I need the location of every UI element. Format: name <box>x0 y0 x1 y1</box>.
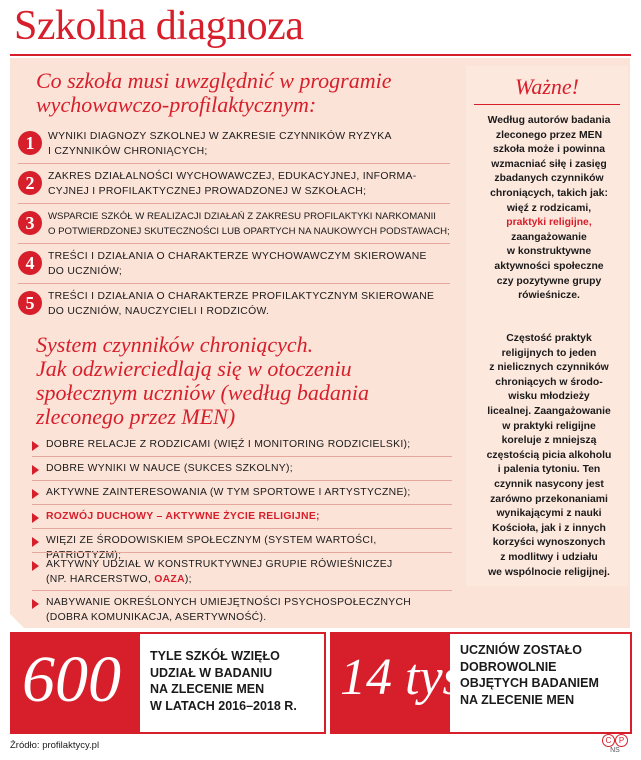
divider <box>18 203 450 204</box>
stat-line: UDZIAŁ W BADANIU <box>150 665 273 680</box>
list-item-line1: TREŚCI I DZIAŁANIA O CHARAKTERZE WYCHOWAWCZYM SKIEROWANE <box>48 251 427 262</box>
stat-line: NA ZLECENIE MEN <box>150 682 265 696</box>
sidebar-line: w konstruktywne <box>506 246 592 258</box>
sidebar-line: korzyści wynoszonych <box>492 537 606 549</box>
sidebar-important <box>466 66 628 586</box>
sidebar-line: z modlitwy i udziału <box>500 551 598 563</box>
stat-line: NA ZLECENIE MEN <box>460 692 575 707</box>
sidebar-line: częstością picia alkoholu <box>486 449 612 461</box>
sidebar-line: rówieśnicze. <box>518 290 580 302</box>
item-number-4: 4 <box>18 251 42 275</box>
panel-corner <box>10 614 24 628</box>
list-item-text: ); <box>184 574 192 585</box>
sidebar-line: chroniących, takich jak: <box>490 187 608 199</box>
divider <box>18 163 450 164</box>
page-title: Szkolna diagnoza <box>14 3 304 49</box>
list-item-line2: I CZYNNIKÓW CHRONIĄCYCH; <box>48 146 208 157</box>
list-item-line2 <box>46 572 454 587</box>
sidebar-line: wynikającymi z nauki <box>496 508 602 520</box>
divider <box>32 504 452 505</box>
bullet-arrow-icon <box>32 441 39 451</box>
bullet-arrow-icon <box>32 561 39 571</box>
list-item <box>48 209 458 239</box>
logo-label: NS <box>610 747 620 754</box>
sidebar-line: zarówno przekonaniami <box>490 493 608 505</box>
sidebar-line: Według autorów badania <box>487 115 611 126</box>
list-item-line1: AKTYWNY UDZIAŁ W KONSTRUKTYWNEJ GRUPIE RÓWIEŚNICZEJ <box>46 559 393 570</box>
stat-line: OBJĘTYCH BADANIEM <box>460 676 599 690</box>
sidebar-line: chroniących w środo- <box>495 376 603 388</box>
stat-line: TYLE SZKÓŁ WZIĘŁO <box>150 649 280 663</box>
list-item-line1: ZAKRES DZIAŁALNOŚCI WYCHOWAWCZEJ, EDUKACYJNEJ, INFORMA- <box>48 171 417 182</box>
list-item <box>48 169 448 199</box>
sidebar-line: wzmacniać siłę i zasięg <box>491 158 607 170</box>
list-item: DOBRE RELACJE Z RODZICAMI (WIĘŹ I MONITORING RODZICIELSKI); <box>46 439 411 450</box>
list-item-line2: CYJNEJ I PROFILAKTYCZNEJ PROWADZONEJ W SZKOŁACH; <box>48 186 367 197</box>
sidebar-line: licealnej. Zaangażowanie <box>487 405 611 417</box>
sidebar-highlight: praktyki religijne, <box>506 217 592 229</box>
bullet-arrow-icon <box>32 465 39 475</box>
stat-line: W LATACH 2016–2018 R. <box>150 698 297 713</box>
list-item <box>46 595 454 625</box>
bullet-arrow-icon <box>32 537 39 547</box>
sidebar-title: Ważne! <box>515 74 579 99</box>
stat-line: DOBROWOLNIE <box>460 659 557 674</box>
section2-heading-line3: społecznym uczniów (według badania <box>36 380 370 405</box>
list-item-line1: WYNIKI DIAGNOZY SZKOLNEJ W ZAKRESIE CZYNNIKÓW RYZYKA <box>48 131 392 142</box>
sidebar-line: i palenia tytoniu. Ten <box>497 464 601 476</box>
sidebar-line: Częstość praktyk <box>506 333 592 344</box>
divider <box>32 590 452 591</box>
section2-heading-line4: zleconego przez MEN) <box>36 404 236 429</box>
list-item-line2: DO UCZNIÓW, NAUCZYCIELI I RODZICÓW. <box>48 306 270 317</box>
logo-mark: C <box>602 734 615 747</box>
list-item-line2: O POTWIERDZONEJ SKUTECZNOŚCI LUB OPARTYCH NA NAUKOWYCH PODSTAWACH; <box>48 226 450 237</box>
list-item-line2: (DOBRA KOMUNIKACJA, ASERTYWNOŚĆ). <box>46 612 267 623</box>
list-item <box>46 557 454 587</box>
list-item-line1: TREŚCI I DZIAŁANIA O CHARAKTERZE PROFILAKTYCZNYM SKIEROWANE <box>48 291 435 302</box>
bullet-arrow-icon <box>32 489 39 499</box>
sidebar-line: w praktyki religijne <box>502 420 596 432</box>
list-item-highlight: ROZWÓJ DUCHOWY – AKTYWNE ŻYCIE RELIGIJNE; <box>46 511 320 522</box>
sidebar-line: zaangażowanie <box>511 231 587 243</box>
list-item-line2: DO UCZNIÓW; <box>48 266 123 277</box>
list-item <box>48 129 448 159</box>
item-number-3: 3 <box>18 211 42 235</box>
sidebar-line: wisku młodzieży <box>508 391 590 403</box>
list-item <box>48 289 448 319</box>
list-item-highlight: OAZA <box>154 574 185 585</box>
divider <box>32 552 452 553</box>
stat-box-schools <box>10 632 326 734</box>
stat-description <box>150 648 297 714</box>
sidebar-line: zbadanych czynników <box>494 173 604 185</box>
title-divider <box>10 54 631 56</box>
list-item-text: (NP. HARCERSTWO, <box>46 574 155 585</box>
item-number-1: 1 <box>18 131 42 155</box>
stat-value: 600 <box>22 643 121 716</box>
sidebar-line: z nielicznych czynników <box>489 362 609 374</box>
list-item-line1: WSPARCIE SZKÓŁ W REALIZACJI DZIAŁAŃ Z ZAKRESU PROFILAKTYKI NARKOMANII <box>48 211 436 222</box>
sidebar-line: religijnych to jeden <box>501 347 597 359</box>
sidebar-line: zleconego przez MEN <box>495 129 603 141</box>
list-item: DOBRE WYNIKI W NAUCE (SUKCES SZKOLNY); <box>46 463 293 474</box>
divider <box>32 456 452 457</box>
section1-heading-line1: Co szkoła musi uwzględnić w programie <box>36 68 392 93</box>
divider <box>18 283 450 284</box>
sidebar-paragraph-2 <box>474 332 624 580</box>
sidebar-line: aktywności społeczne <box>494 260 604 272</box>
item-number-5: 5 <box>18 291 42 315</box>
sidebar-paragraph-1 <box>474 114 624 304</box>
sidebar-line: czynnik nasycony jest <box>494 478 604 490</box>
logo-mark: P <box>615 734 628 747</box>
stat-value: 14 tys. <box>340 649 476 706</box>
divider <box>32 480 452 481</box>
stat-description <box>460 642 599 708</box>
sidebar-line: Kościoła, jak i z innych <box>492 522 606 534</box>
stat-line: UCZNIÓW ZOSTAŁO <box>460 643 582 657</box>
stat-box-students <box>330 632 632 734</box>
sidebar-line: czy pozytywne grupy <box>496 275 602 287</box>
divider <box>18 243 450 244</box>
bullet-arrow-icon <box>32 599 39 609</box>
sidebar-line: koreluje z mniejszą <box>501 435 597 447</box>
source-credit: Źródło: profilaktycy.pl <box>10 740 100 751</box>
section2-heading-line2: Jak odzwierciedlają się w otoczeniu <box>36 356 352 381</box>
sidebar-line: szkoła może i powinna <box>492 144 605 156</box>
publisher-logo <box>600 734 630 756</box>
section2-heading-line1: System czynników chroniących. <box>36 332 314 357</box>
item-number-2: 2 <box>18 171 42 195</box>
bullet-arrow-icon <box>32 513 39 523</box>
list-item <box>48 249 448 279</box>
divider <box>32 528 452 529</box>
list-item: AKTYWNE ZAINTERESOWANIA (W TYM SPORTOWE I ARTYSTYCZNE); <box>46 487 411 498</box>
sidebar-line: więź z rodzicami, <box>506 202 592 214</box>
sidebar-line: we wspólnocie religijnej. <box>488 566 610 578</box>
sidebar-divider <box>474 104 620 105</box>
list-item: WIĘZI ZE ŚRODOWISKIEM SPOŁECZNYM (SYSTEM WARTOŚCI, PATRIOTYZM); <box>46 535 377 561</box>
section1-heading-line2: wychowawczo-profilaktycznym: <box>36 92 317 117</box>
list-item-line1: NABYWANIE OKREŚLONYCH UMIEJĘTNOŚCI PSYCHOSPOŁECZNYCH <box>46 597 412 608</box>
